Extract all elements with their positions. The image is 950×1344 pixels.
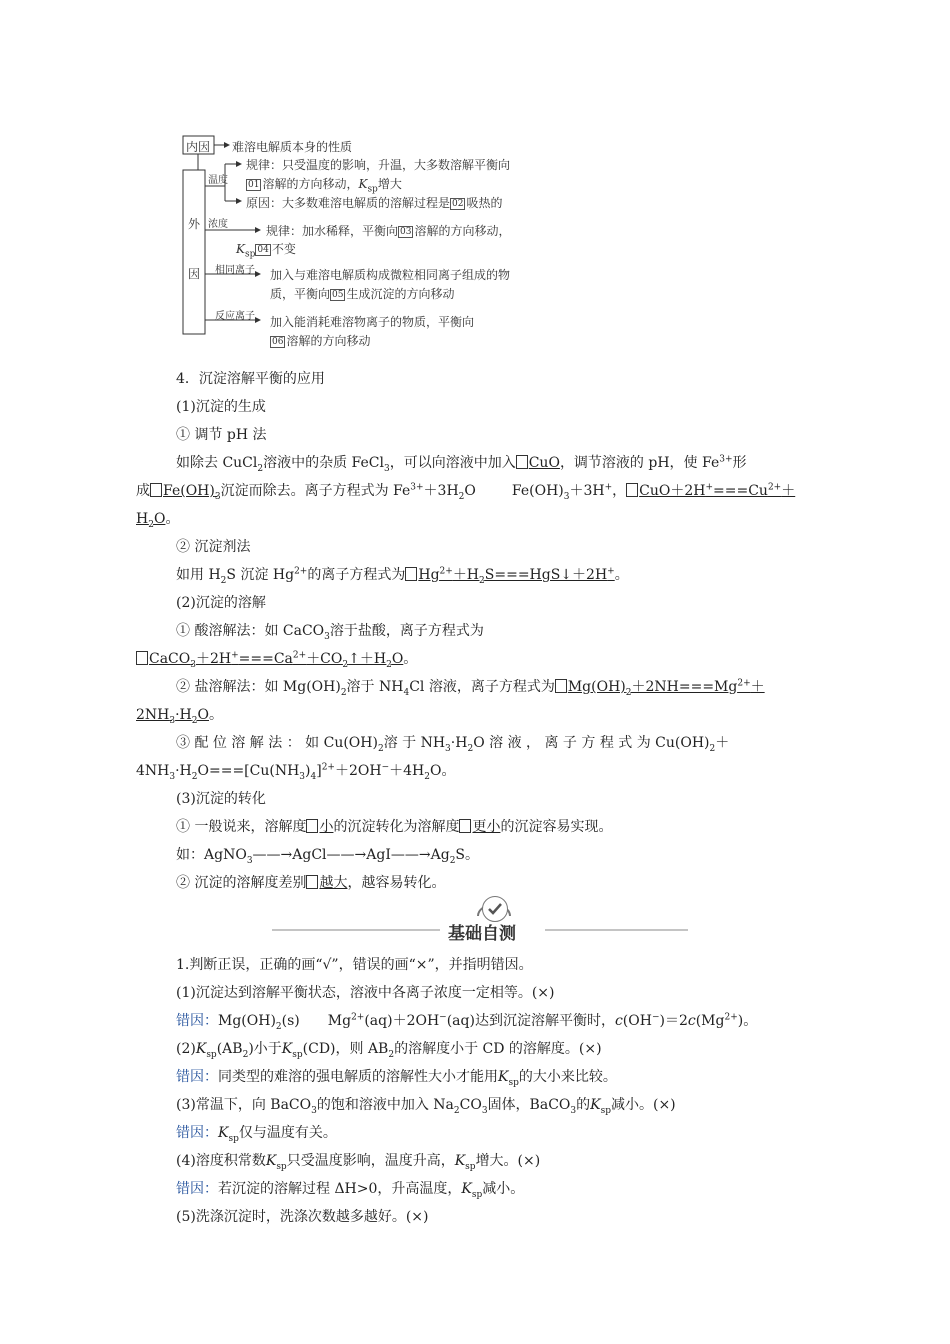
- subheading-precipitate-dissolution: (2)沉淀的溶解: [176, 595, 266, 611]
- quiz-error-2: 错因：同类型的难溶的强电解质的溶解性大小才能用$K_{sp}$的大小来比较。: [176, 1069, 617, 1088]
- method-ph-adjust: ① 调节 pH 法: [176, 427, 267, 443]
- answer-smaller: 更小: [472, 819, 501, 835]
- answer-mgoh2-equation: $Mg(OH)_2+2NH===Mg^{2+}+$: [567, 678, 765, 698]
- quiz-item-4: (4)溶度积常数$K_{sp}$只受温度影响，温度升高，$K_{sp}$增大。(×): [176, 1153, 541, 1172]
- conversion-example: 如：$AgNO_3——\to AgCl——\to AgI——\to Ag_2S$。: [176, 847, 480, 866]
- quiz-item-5: (5)洗涤沉淀时，洗涤次数越多越好。(×): [176, 1209, 429, 1225]
- paragraph-ph-line-1: 如除去 CuCl$_2$溶液中的杂质 FeCl$_3$，可以向溶液中加入 CuO，调节溶液的 pH，使 $Fe^{3+}$形: [176, 454, 747, 474]
- inner-cause-label: 内因: [186, 140, 211, 154]
- paragraph-h2s: 如用 $H_2S$ 沉淀 $Hg^{2+}$的离子方程式为 $Hg^{2+}+H_2S===HgS↓+2H^+$。: [176, 566, 629, 586]
- answer-box-03: 03: [400, 227, 412, 237]
- answer-cuo-equation: $CuO+2H^+===Cu^{2+}+$: [639, 482, 796, 499]
- paragraph-ph-line-3: $H_2O$。: [136, 511, 180, 530]
- method-precipitant: ② 沉淀剂法: [176, 539, 251, 555]
- reaction-ion-line-1: 加入能消耗难溶物离子的物质，平衡向: [270, 315, 475, 329]
- temp-reason: 原因：大多数难溶电解质的溶解过程是 02 吸热的: [246, 196, 503, 210]
- subheading-precipitate-conversion: (3)沉淀的转化: [176, 791, 266, 807]
- temperature-label: 温度: [208, 175, 228, 186]
- answer-box-04: 04: [257, 245, 269, 255]
- badge-title: 基础自测: [448, 924, 516, 944]
- quiz-error-4: 错因：若沉淀的溶解过程 ΔH>0，升高温度，$K_{sp}$减小。: [176, 1181, 525, 1200]
- paragraph-cu-complex-equation: $4NH_3\cdot H_2O===[Cu(NH_3)_4]^{2+}+2OH^-+4H_2O$。: [136, 762, 456, 782]
- answer-box-02: 02: [452, 199, 464, 209]
- method-acid-dissolution: ① 酸溶解法：如 CaCO$_3$溶于盐酸，离子方程式为: [176, 623, 484, 642]
- answer-box-05: 05: [332, 290, 344, 300]
- quiz-error-3: 错因：$K_{sp}$仅与温度有关。: [176, 1125, 337, 1144]
- quiz-item-2: $(2)K_{sp}(AB_2)$小于$K_{sp}(CD)$，则 $AB_2$的溶解度小于 CD 的溶解度。(×): [176, 1041, 602, 1060]
- answer-hgs-equation: $Hg^{2+}+H_2S===HgS↓+2H^+$: [418, 566, 615, 586]
- outer-cause-label-1: 外: [188, 217, 201, 231]
- quiz-error-1: 错因：$Mg(OH)_2(s)$ $Mg^{2+}(aq)+2OH^-(aq)$达到沉淀溶解平衡时，$c(OH^-)=2c(Mg^{2+})$。: [176, 1012, 758, 1032]
- quiz-item-1: (1)沉淀达到溶解平衡状态，溶液中各离子浓度一定相等。(×): [176, 985, 555, 1001]
- method-complex-dissolution: ③ 配 位 溶 解 法 ： 如 $Cu(OH)_2$溶 于 $NH_3\cdot H_2O$ 溶 液 ， 离 子 方 程 式 为 $Cu(OH)_2+$: [176, 735, 730, 754]
- same-ion-line-1: 加入与难溶电解质构成微粒相同离子组成的物: [270, 268, 511, 282]
- conversion-difference: ② 沉淀的溶解度差别 越大，越容易转化。: [176, 875, 446, 891]
- quiz-item-3: (3)常温下，向 BaCO$_3$的饱和溶液中加入 $Na_2CO_3$固体，BaCO$_3$的$K_{sp}$减小。(×): [176, 1097, 676, 1116]
- paragraph-nh3-line: $2NH_3\cdot H_2O$。: [136, 707, 223, 726]
- section-heading-4: 4．沉淀溶解平衡的应用: [176, 371, 325, 387]
- answer-box-06: 06: [272, 337, 284, 347]
- answer-box-01: 01: [248, 180, 260, 190]
- same-ion-line-2: 质，平衡向 05 生成沉淀的方向移动: [270, 287, 455, 301]
- conversion-rule: ① 一般说来，溶解度 小的沉淀转化为溶解度 更小的沉淀容易实现。: [176, 819, 613, 835]
- temp-rule-line-1: 规律：只受温度的影响，升温，大多数溶解平衡向: [246, 158, 511, 172]
- concentration-label: 浓度: [208, 219, 228, 230]
- conc-rule: 规律：加水稀释，平衡向 03 溶解的方向移动，: [266, 224, 511, 238]
- answer-caco3-equation: $CaCO_3+2H^+===Ca^{2+}+CO_2↑+H_2O$: [149, 650, 404, 670]
- answer-small: 小: [319, 819, 334, 835]
- outer-cause-label-2: 因: [188, 267, 201, 281]
- answer-larger: 越大: [319, 875, 348, 891]
- subheading-precipitate-formation: (1)沉淀的生成: [176, 399, 266, 415]
- method-salt-dissolution: ② 盐溶解法：如 $Mg(OH)_2$溶于 $NH_4Cl$ 溶液，离子方程式为 $Mg(OH)_2+2NH===Mg^{2+}+$: [176, 678, 765, 698]
- paragraph-ph-line-2: 成 $Fe(OH)_3$沉淀而除去。离子方程式为 $Fe^{3+}+3H_2O$ $Fe(OH)_3+3H^+$， $CuO+2H^+===Cu^{2+}+$: [136, 482, 796, 502]
- reaction-ion-label: 反应离子: [215, 311, 255, 322]
- inner-cause-text: 难溶电解质本身的性质: [232, 140, 353, 154]
- answer-fe-oh-3: $Fe(OH)_3$: [163, 483, 221, 502]
- quiz-question-1: 1.判断正误，正确的画“√”，错误的画“×”，并指明错因。: [176, 957, 533, 973]
- temp-rule-line-2: 01 溶解的方向移动，$K_{sp}$增大: [248, 177, 402, 195]
- paragraph-caco3-equation: $CaCO_3+2H^+===Ca^{2+}+CO_2↑+H_2O$。: [136, 648, 417, 670]
- conc-ksp: $K_{sp}$ 04 不变: [236, 242, 296, 260]
- reaction-ion-line-2: 06 溶解的方向移动: [272, 334, 371, 348]
- answer-cuo: CuO: [528, 455, 560, 471]
- same-ion-label: 相同离子: [215, 265, 255, 276]
